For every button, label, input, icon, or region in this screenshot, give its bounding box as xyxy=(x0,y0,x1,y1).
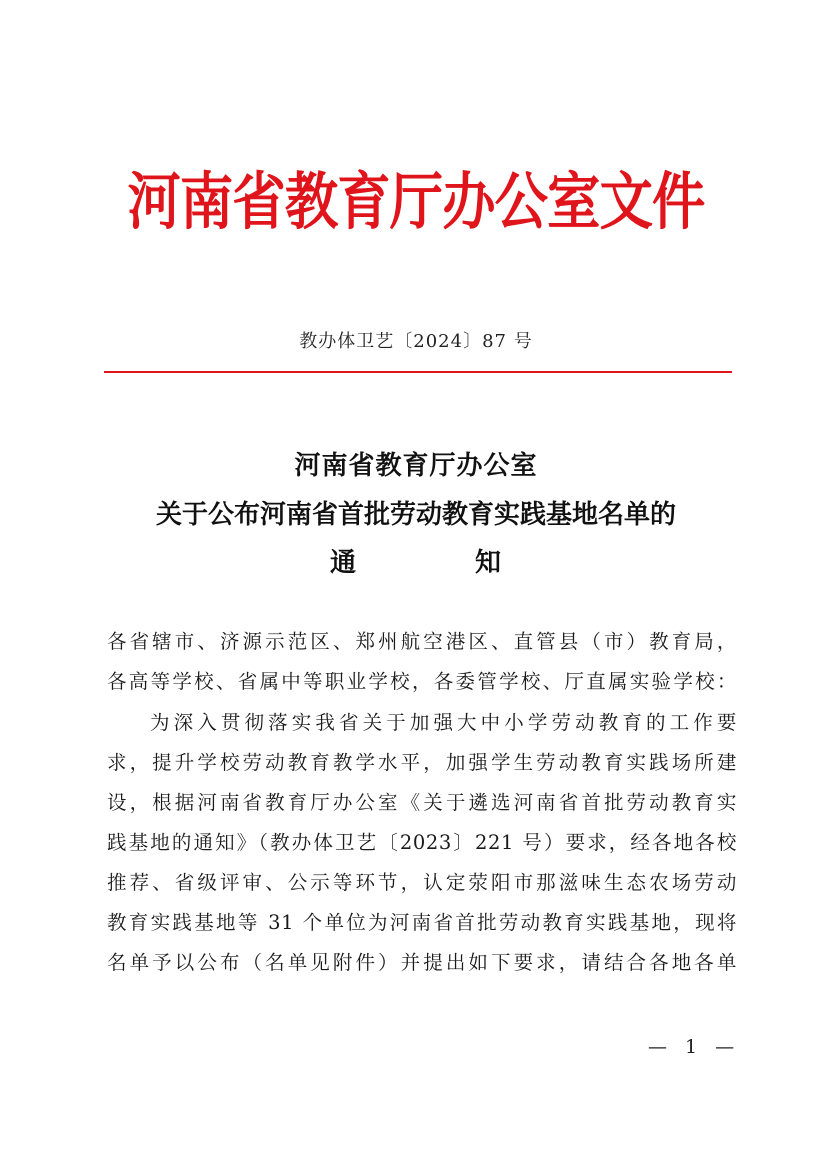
title-line-3-part-b: 知 xyxy=(475,548,503,578)
paragraph-line: 求，提升学校劳动教育教学水平，加强学生劳动教育实践场所建 xyxy=(107,751,737,774)
paragraph-line: 践基地的通知》（教办体卫艺〔2023〕221 号）要求，经各地各校 xyxy=(107,831,737,854)
page-number: — 1 — xyxy=(648,1036,741,1058)
title-line-3 xyxy=(0,542,832,579)
addressee-line: 各省辖市、济源示范区、郑州航空港区、直管县（市）教育局， xyxy=(107,630,737,653)
addressee-block xyxy=(107,622,737,702)
paragraph-line: 设，根据河南省教育厅办公室《关于遴选河南省首批劳动教育实 xyxy=(107,791,737,814)
title-line-2: 关于公布河南省首批劳动教育实践基地名单的 xyxy=(155,500,676,530)
paragraph-line: 名单予以公布（名单见附件）并提出如下要求，请结合各地各单 xyxy=(107,951,737,974)
document-number: 教办体卫艺〔2024〕87 号 xyxy=(299,331,533,352)
paragraph-line: 推荐、省级评审、公示等环节，认定荥阳市那滋味生态农场劳动 xyxy=(107,871,737,894)
title-line-1: 河南省教育厅办公室 xyxy=(294,451,538,481)
red-divider-rule xyxy=(104,371,732,373)
addressee-line: 各高等学校、省属中等职业学校，各委管学校、厅直属实验学校： xyxy=(107,670,737,693)
paragraph-line: 教育实践基地等 31 个单位为河南省首批劳动教育实践基地，现将 xyxy=(107,911,737,934)
paragraph-line: 为深入贯彻落实我省关于加强大中小学劳动教育的工作要 xyxy=(150,711,737,734)
title-line-3-part-a: 通 xyxy=(329,548,357,578)
body-paragraph xyxy=(107,703,737,983)
masthead-title: 河南省教育厅办公室文件 xyxy=(127,165,705,238)
